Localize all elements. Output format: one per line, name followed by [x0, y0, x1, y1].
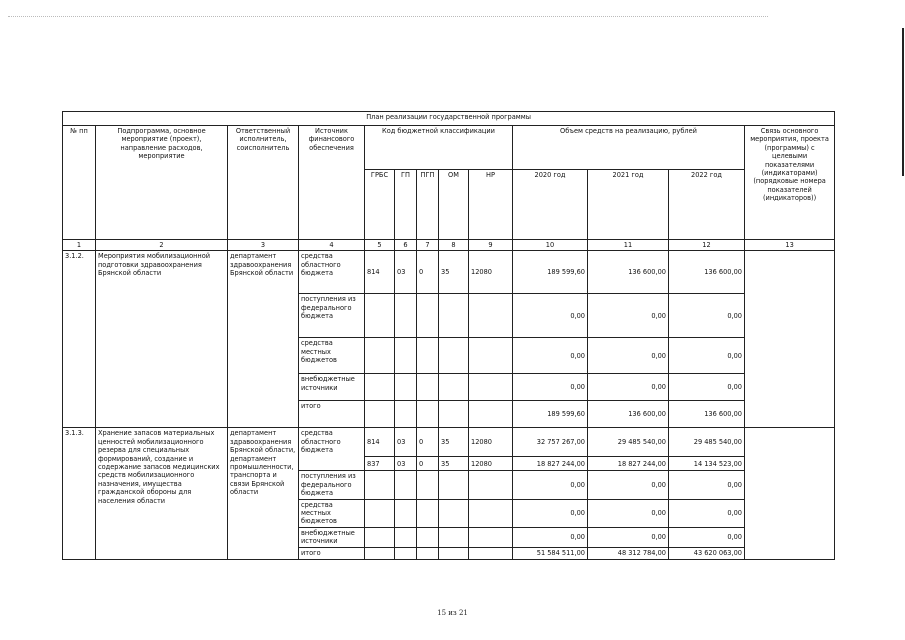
source-cell: поступления из федерального бюджета: [299, 471, 365, 499]
header-source: Источник финансового обеспечения: [299, 126, 365, 240]
header-subprogram: Подпрограмма, основное мероприятие (проект), направление расходов, мероприятие: [96, 126, 228, 240]
om-cell: 35: [439, 251, 469, 294]
value-2021: 0,00: [588, 471, 669, 499]
value-2020: 0,00: [513, 338, 588, 374]
value-2020: 0,00: [513, 499, 588, 527]
header-num: № пп: [63, 126, 96, 240]
header-row-1: [63, 126, 835, 170]
value-2020: 18 827 244,00: [513, 457, 588, 471]
value-2022: 0,00: [669, 499, 745, 527]
col-number: 8: [439, 240, 469, 251]
value-2020: 189 599,60: [513, 251, 588, 294]
nr-cell: 12080: [469, 457, 513, 471]
source-cell: средства областного бюджета: [299, 251, 365, 294]
value-2022: 14 134 523,00: [669, 457, 745, 471]
source-cell: внебюджетные источники: [299, 527, 365, 547]
value-2020: 32 757 267,00: [513, 428, 588, 457]
value-2021: 0,00: [588, 374, 669, 401]
value-2020: 0,00: [513, 471, 588, 499]
source-cell: средства местных бюджетов: [299, 499, 365, 527]
source-cell: средства местных бюджетов: [299, 338, 365, 374]
row-number: 3.1.3.: [63, 428, 96, 559]
om-cell: 35: [439, 428, 469, 457]
col-number: 12: [669, 240, 745, 251]
total-2021: 48 312 784,00: [588, 547, 669, 559]
value-2021: 0,00: [588, 338, 669, 374]
total-2022: 43 620 063,00: [669, 547, 745, 559]
value-2022: 0,00: [669, 374, 745, 401]
grbs-cell: 814: [365, 251, 395, 294]
om-cell: 35: [439, 457, 469, 471]
value-2021: 0,00: [588, 527, 669, 547]
total-2020: 189 599,60: [513, 401, 588, 428]
link-cell: [745, 428, 835, 559]
col-number: 13: [745, 240, 835, 251]
pgp-cell: 0: [417, 457, 439, 471]
gp-cell: 03: [395, 251, 417, 294]
col-number: 2: [96, 240, 228, 251]
col-number: 4: [299, 240, 365, 251]
row-activity-name: Хранение запасов материальных ценностей мобилизационного резерва для специальных формирований, создание и содержание запасов медицинских средств мобилизационного назначения, имущества гражданской обороны для населения области: [96, 428, 228, 559]
page-number: 15 из 21: [437, 609, 468, 617]
value-2022: 0,00: [669, 471, 745, 499]
nr-cell: 12080: [469, 251, 513, 294]
link-cell: [745, 251, 835, 428]
grbs-cell: 814: [365, 428, 395, 457]
total-2020: 51 584 511,00: [513, 547, 588, 559]
col-number: 1: [63, 240, 96, 251]
value-2021: 136 600,00: [588, 251, 669, 294]
value-2020: 0,00: [513, 374, 588, 401]
value-2022: 0,00: [669, 338, 745, 374]
header-executor: Ответственный исполнитель, соисполнитель: [228, 126, 299, 240]
value-2021: 0,00: [588, 499, 669, 527]
gp-cell: 03: [395, 428, 417, 457]
value-2022: 29 485 540,00: [669, 428, 745, 457]
header-pgp: ПГП: [417, 170, 439, 240]
grbs-cell: 837: [365, 457, 395, 471]
column-number-row: [63, 240, 835, 251]
scan-artifact-line: [8, 16, 768, 18]
header-2021: 2021 год: [588, 170, 669, 240]
gp-cell: 03: [395, 457, 417, 471]
value-2021: 18 827 244,00: [588, 457, 669, 471]
row-executor: департамент здравоохранения Брянской области: [228, 251, 299, 428]
table-row: [63, 251, 835, 294]
source-cell: поступления из федерального бюджета: [299, 294, 365, 338]
row-executor: департамент здравоохранения Брянской области, департамент промышленности, транспорта и связи Брянской области: [228, 428, 299, 559]
value-2020: 0,00: [513, 527, 588, 547]
total-2022: 136 600,00: [669, 401, 745, 428]
value-2022: 0,00: [669, 294, 745, 338]
header-gp: ГП: [395, 170, 417, 240]
source-cell: итого: [299, 401, 365, 428]
table-title: План реализации государственной программы: [63, 112, 835, 126]
header-volume: Объем средств на реализацию, рублей: [513, 126, 745, 170]
col-number: 5: [365, 240, 395, 251]
table-row: [63, 428, 835, 457]
header-kbk: Код бюджетной классификации: [365, 126, 513, 170]
title-row: [63, 112, 835, 126]
pgp-cell: 0: [417, 428, 439, 457]
total-2021: 136 600,00: [588, 401, 669, 428]
program-plan-table: [62, 111, 835, 560]
header-2020: 2020 год: [513, 170, 588, 240]
header-link: Связь основного мероприятия, проекта (программы) с целевыми показателями (индикаторами) (порядковые номера показателей (индикаторов)): [745, 126, 835, 240]
source-cell: внебюджетные источники: [299, 374, 365, 401]
source-cell: средства областного бюджета: [299, 428, 365, 471]
value-2022: 136 600,00: [669, 251, 745, 294]
scan-edge-mark: [902, 28, 904, 176]
row-number: 3.1.2.: [63, 251, 96, 428]
row-activity-name: Мероприятия мобилизационной подготовки здравоохранения Брянской области: [96, 251, 228, 428]
header-2022: 2022 год: [669, 170, 745, 240]
value-2021: 0,00: [588, 294, 669, 338]
header-grbs: ГРБС: [365, 170, 395, 240]
col-number: 9: [469, 240, 513, 251]
source-cell: итого: [299, 547, 365, 559]
col-number: 7: [417, 240, 439, 251]
col-number: 6: [395, 240, 417, 251]
pgp-cell: 0: [417, 251, 439, 294]
col-number: 11: [588, 240, 669, 251]
col-number: 10: [513, 240, 588, 251]
value-2022: 0,00: [669, 527, 745, 547]
value-2020: 0,00: [513, 294, 588, 338]
header-om: ОМ: [439, 170, 469, 240]
value-2021: 29 485 540,00: [588, 428, 669, 457]
header-nr: НР: [469, 170, 513, 240]
col-number: 3: [228, 240, 299, 251]
nr-cell: 12080: [469, 428, 513, 457]
